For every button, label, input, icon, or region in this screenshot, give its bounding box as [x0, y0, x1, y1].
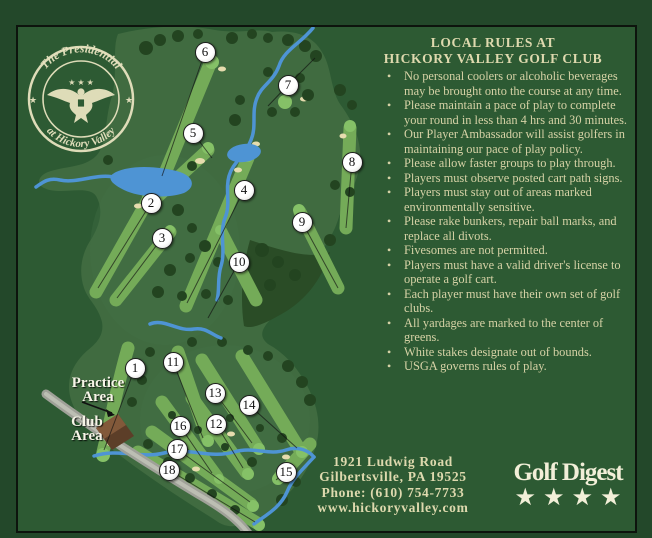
rules-title-line1: LOCAL RULES AT: [430, 35, 556, 50]
phone-line: Phone: (610) 754-7733: [321, 484, 465, 500]
rule-item: • Our Player Ambassador will assist golfers in maintaining our pace of play policy.: [368, 127, 640, 156]
seal-right-ornament-icon: ★: [124, 95, 134, 105]
hole-marker-17: 17: [167, 439, 188, 460]
hole-marker-13: 13: [205, 383, 226, 404]
rule-item: • Please rake bunkers, repair ball marks, and replace all divots.: [368, 214, 640, 243]
hole-marker-12: 12: [206, 414, 227, 435]
hole-marker-14: 14: [239, 395, 260, 416]
hole-marker-10: 10: [229, 252, 250, 273]
hole-marker-5: 5: [183, 123, 204, 144]
address-line1: 1921 Ludwig Road: [333, 454, 453, 469]
rule-item: • Players must have a valid driver's license to operate a golf cart.: [368, 258, 640, 287]
hole-marker-4: 4: [234, 180, 255, 201]
golf-digest-rating-stars: ★★★★: [514, 485, 629, 511]
rules-title: [352, 35, 634, 66]
seal-top-text: The Presidential: [37, 41, 125, 72]
club-area-label: Club Area: [71, 414, 103, 444]
rule-item: • No personal coolers or alcoholic beverages may be brought onto the course at any time.: [368, 69, 640, 98]
svg-text:The Presidential: [37, 41, 125, 72]
hole-marker-8: 8: [342, 152, 363, 173]
rule-item: • White stakes designate out of bounds.: [368, 345, 640, 360]
rule-item: • Please allow faster groups to play through.: [368, 156, 640, 171]
hole-marker-11: 11: [163, 352, 184, 373]
eagle-shield: [78, 99, 85, 107]
contact-block: [299, 454, 487, 516]
rules-list: [368, 69, 640, 374]
website-line: www.hickoryvalley.com: [317, 500, 469, 516]
hole-marker-16: 16: [170, 416, 191, 437]
hole-marker-7: 7: [278, 75, 299, 96]
hole-marker-9: 9: [292, 212, 313, 233]
practice-area-label: Practice Area: [71, 375, 125, 405]
hole-marker-1: 1: [125, 358, 146, 379]
hole-marker-3: 3: [152, 228, 173, 249]
rule-item: • Players must observe posted cart path signs.: [368, 171, 640, 186]
rules-title-line2: HICKORY VALLEY GOLF CLUB: [383, 50, 603, 66]
golf-digest-logo: Golf Digest: [513, 459, 623, 486]
address-line2: Gilbertsville, PA 19525: [319, 469, 467, 485]
hole-marker-6: 6: [195, 42, 216, 63]
rule-item: • USGA governs rules of play.: [368, 359, 640, 374]
seal-stars: ★ ★ ★: [68, 78, 94, 87]
rule-item: • Players must stay out of areas marked environmentally sensitive.: [368, 185, 640, 214]
rule-item: • All yardages are marked to the center of greens.: [368, 316, 640, 345]
rule-item: • Please maintain a pace of play to complete your round in less than 4 hrs and 30 minutes.: [368, 98, 640, 127]
club-seal: [23, 41, 139, 157]
hole-marker-2: 2: [141, 193, 162, 214]
seal-bottom-text: at Hickory Valley: [44, 124, 118, 151]
hole-marker-15: 15: [276, 462, 297, 483]
seal-left-ornament-icon: ★: [28, 95, 38, 105]
rule-item: • Each player must have their own set of golf clubs.: [368, 287, 640, 316]
hole-marker-18: 18: [159, 460, 180, 481]
rule-item: • Fivesomes are not permitted.: [368, 243, 640, 258]
